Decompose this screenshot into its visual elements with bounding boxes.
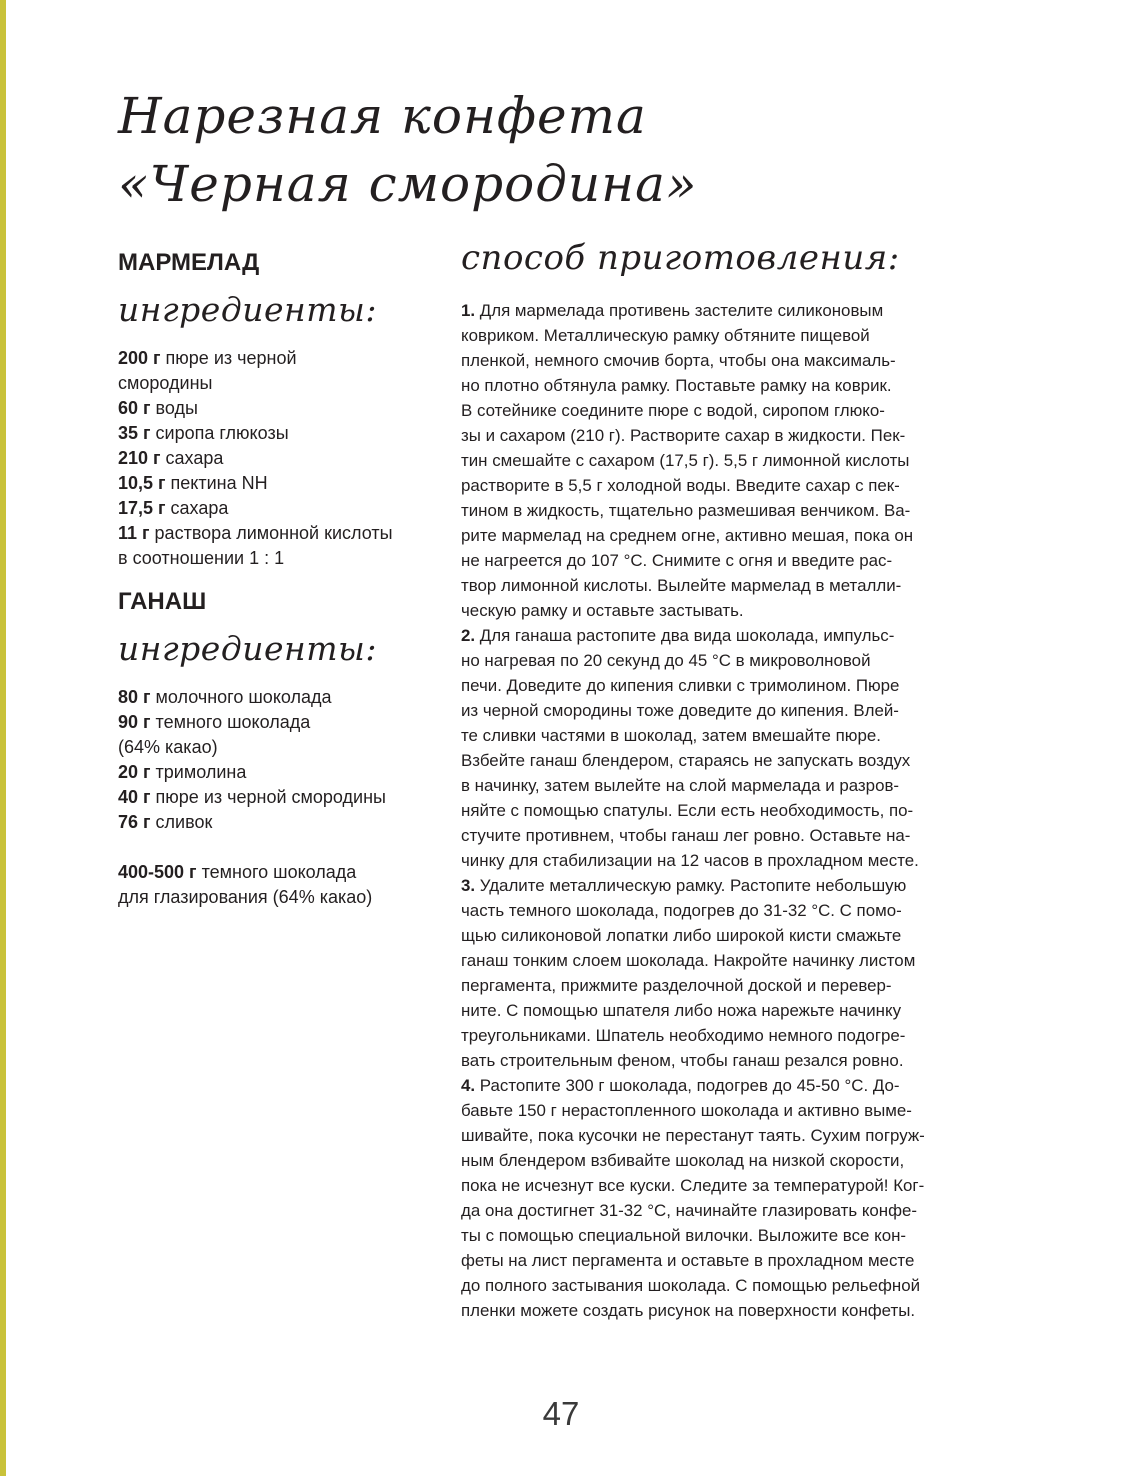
marmalade-ingredient-list bbox=[118, 346, 448, 571]
method-step-line: ческую рамку и оставьте застывать. bbox=[461, 601, 744, 620]
method-step-line: 4. Растопите 300 г шоколада, подогрев до 45-50 °С. До- bbox=[461, 1076, 900, 1095]
method-step-line: ните. С помощью шпателя либо ножа нарежьте начинку bbox=[461, 1001, 902, 1020]
ingredient-line bbox=[118, 446, 448, 471]
ganache-ingredient-list bbox=[118, 685, 448, 835]
recipe-title bbox=[118, 82, 938, 218]
ingredient-line bbox=[118, 471, 448, 496]
method-step-line: не нагреется до 107 °С. Снимите с огня и введите рас- bbox=[461, 551, 893, 570]
ingredient-text: пектина NH bbox=[170, 473, 268, 493]
ingredient-text: в соотношении 1 : 1 bbox=[118, 548, 285, 568]
ingredient-text: воды bbox=[155, 398, 198, 418]
method-step-line: печи. Доведите до кипения сливки с тримолином. Пюре bbox=[461, 676, 900, 695]
method-step-line: 2. Для ганаша растопите два вида шоколада, импульс- bbox=[461, 626, 895, 645]
method-step-line: часть темного шоколада, подогрев до 31-32 °С. С помо- bbox=[461, 901, 902, 920]
glaze-text-line-1: темного шоколада bbox=[201, 862, 357, 882]
method-step-line: пленкой, немного смочив борта, чтобы она максималь- bbox=[461, 351, 896, 370]
method-step-line: в начинку, затем вылейте на слой мармелада и разров- bbox=[461, 776, 900, 795]
method-step-number: 2. bbox=[461, 626, 476, 645]
ingredient-text: молочного шоколада bbox=[155, 687, 332, 707]
ingredient-line bbox=[118, 496, 448, 521]
method-step-1 bbox=[461, 298, 1009, 623]
method-step-line: ганаш тонким слоем шоколада. Накройте начинку листом bbox=[461, 951, 916, 970]
ingredient-quantity: 20 г bbox=[118, 762, 151, 782]
method-step-number: 1. bbox=[461, 301, 476, 320]
ingredient-quantity: 76 г bbox=[118, 812, 151, 832]
method-step-line: Взбейте ганаш блендером, стараясь не запускать воздух bbox=[461, 751, 911, 770]
method-step-line: ты с помощью специальной вилочки. Выложите все кон- bbox=[461, 1226, 907, 1245]
ingredient-line bbox=[118, 760, 448, 785]
ingredient-quantity: 40 г bbox=[118, 787, 151, 807]
ingredient-line bbox=[118, 396, 448, 421]
recipe-title-line-2: «Черная смородина» bbox=[118, 155, 698, 213]
method-step-line: те сливки частями в шоколад, затем вмешайте пюре. bbox=[461, 726, 881, 745]
ingredient-line bbox=[118, 421, 448, 446]
ingredient-text: темного шоколада bbox=[155, 712, 311, 732]
method-step-number: 3. bbox=[461, 876, 476, 895]
method-step-line: из черной смородины тоже доведите до кипения. Влей- bbox=[461, 701, 899, 720]
ingredient-text: смородины bbox=[118, 373, 213, 393]
method-step-line: шивайте, пока кусочки не перестанут таять. Сухим погруж- bbox=[461, 1126, 925, 1145]
marmalade-heading: МАРМЕЛАД bbox=[118, 249, 260, 276]
ingredient-quantity: 90 г bbox=[118, 712, 151, 732]
method-step-line: но нагревая по 20 секунд до 45 °С в микроволновой bbox=[461, 651, 871, 670]
ingredient-quantity: 11 г bbox=[118, 523, 150, 543]
ingredients-column bbox=[118, 246, 448, 910]
method-step-2 bbox=[461, 623, 1009, 873]
method-steps bbox=[461, 298, 1009, 1323]
method-step-line: 1. Для мармелада противень застелите силиконовым bbox=[461, 301, 884, 320]
recipe-title-line-1: Нарезная конфета bbox=[118, 87, 647, 145]
method-step-line: няйте с помощью спатулы. Если есть необходимость, по- bbox=[461, 801, 914, 820]
ingredient-text: (64% какао) bbox=[118, 737, 218, 757]
ingredient-quantity: 35 г bbox=[118, 423, 151, 443]
glaze-text-line-2: для глазирования (64% какао) bbox=[118, 887, 373, 907]
ganache-heading: ГАНАШ bbox=[118, 588, 207, 615]
method-step-line: пергамента, прижмите разделочной доской и перевер- bbox=[461, 976, 892, 995]
ingredient-quantity: 10,5 г bbox=[118, 473, 166, 493]
method-step-line: до полного застывания шоколада. С помощью рельефной bbox=[461, 1276, 921, 1295]
method-step-line: ным блендером взбивайте шоколад на низкой скорости, bbox=[461, 1151, 905, 1170]
method-step-line: вать строительным феном, чтобы ганаш резался ровно. bbox=[461, 1051, 904, 1070]
method-step-line: треугольниками. Шпатель необходимо немного подогре- bbox=[461, 1026, 906, 1045]
page-edge-rule bbox=[0, 0, 6, 1476]
ingredient-line bbox=[118, 735, 448, 760]
marmalade-ingredients-label: ингредиенты: bbox=[118, 290, 378, 329]
glaze-quantity: 400-500 г bbox=[118, 862, 197, 882]
method-step-line: тином в жидкость, тщательно размешивая венчиком. Ва- bbox=[461, 501, 911, 520]
method-step-line: 3. Удалите металлическую рамку. Растопите небольшую bbox=[461, 876, 907, 895]
ingredient-line bbox=[118, 685, 448, 710]
glaze-ingredient bbox=[118, 860, 448, 910]
method-step-number: 4. bbox=[461, 1076, 476, 1095]
ingredient-line bbox=[118, 810, 448, 835]
method-step-line: тин смешайте с сахаром (17,5 г). 5,5 г лимонной кислоты bbox=[461, 451, 910, 470]
ingredient-quantity: 210 г bbox=[118, 448, 161, 468]
ingredient-text: сахара bbox=[170, 498, 229, 518]
page-number: 47 bbox=[542, 1395, 580, 1432]
ingredient-quantity: 80 г bbox=[118, 687, 151, 707]
method-step-line: зы и сахаром (210 г). Растворите сахар в жидкости. Пек- bbox=[461, 426, 906, 445]
method-step-line: но плотно обтянула рамку. Поставьте рамку на коврик. bbox=[461, 376, 892, 395]
ingredient-text: пюре из черной смородины bbox=[155, 787, 386, 807]
ingredient-line bbox=[118, 346, 448, 371]
ingredient-quantity: 200 г bbox=[118, 348, 161, 368]
method-column bbox=[461, 238, 1009, 1323]
ingredient-line bbox=[118, 371, 448, 396]
method-step-3 bbox=[461, 873, 1009, 1073]
method-step-line: ковриком. Металлическую рамку обтяните пищевой bbox=[461, 326, 870, 345]
ingredient-line bbox=[118, 785, 448, 810]
ingredient-line bbox=[118, 710, 448, 735]
ingredient-text: пюре из черной bbox=[165, 348, 297, 368]
method-step-line: щью силиконовой лопатки либо широкой кисти смажьте bbox=[461, 926, 902, 945]
method-step-line: твор лимонной кислоты. Вылейте мармелад в металли- bbox=[461, 576, 902, 595]
ingredient-text: тримолина bbox=[155, 762, 247, 782]
method-step-line: пленки можете создать рисунок на поверхности конфеты. bbox=[461, 1301, 916, 1320]
method-step-4 bbox=[461, 1073, 1009, 1323]
ingredient-quantity: 60 г bbox=[118, 398, 151, 418]
method-step-line: В сотейнике соедините пюре с водой, сиропом глюко- bbox=[461, 401, 885, 420]
method-step-line: растворите в 5,5 г холодной воды. Введите сахар с пек- bbox=[461, 476, 900, 495]
method-step-line: пока не исчезнут все куски. Следите за температурой! Ког- bbox=[461, 1176, 925, 1195]
ingredient-text: раствора лимонной кислоты bbox=[154, 523, 393, 543]
ingredient-line bbox=[118, 546, 448, 571]
method-step-line: стучите противнем, чтобы ганаш лег ровно. Оставьте на- bbox=[461, 826, 911, 845]
ingredient-quantity: 17,5 г bbox=[118, 498, 166, 518]
method-step-line: чинку для стабилизации на 12 часов в прохладном месте. bbox=[461, 851, 919, 870]
method-step-line: да она достигнет 31-32 °С, начинайте глазировать конфе- bbox=[461, 1201, 918, 1220]
method-step-line: бавьте 150 г нерастопленного шоколада и активно выме- bbox=[461, 1101, 912, 1120]
ganache-ingredients-label: ингредиенты: bbox=[118, 629, 378, 668]
ingredient-text: сиропа глюкозы bbox=[155, 423, 289, 443]
ingredient-text: сахара bbox=[165, 448, 224, 468]
ingredient-text: сливок bbox=[155, 812, 213, 832]
method-label: способ приготовления: bbox=[461, 238, 900, 278]
ingredient-line bbox=[118, 521, 448, 546]
method-step-line: рите мармелад на среднем огне, активно мешая, пока он bbox=[461, 526, 914, 545]
method-step-line: феты на лист пергамента и оставьте в прохладном месте bbox=[461, 1251, 915, 1270]
